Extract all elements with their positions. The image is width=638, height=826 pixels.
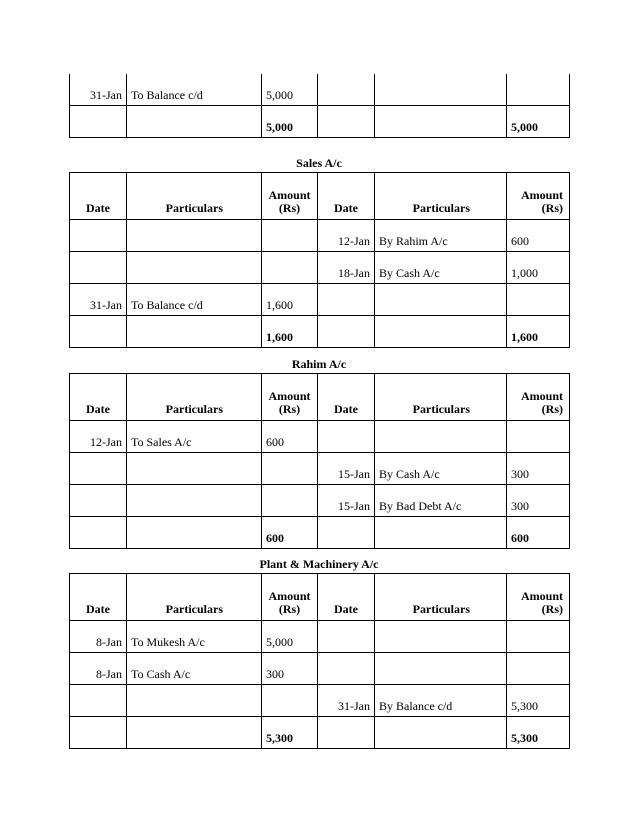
amount-cell: [262, 453, 318, 485]
date-cell: [318, 74, 375, 106]
date-cell: [318, 284, 375, 316]
particulars-cell: [127, 220, 262, 252]
date-cell: 8-Jan: [70, 653, 127, 685]
empty-cell: [375, 517, 507, 549]
empty-cell: [375, 316, 507, 348]
table-row: [70, 453, 570, 485]
header-row: [70, 173, 570, 220]
header-row: [70, 574, 570, 621]
amount-cell: 300: [507, 485, 570, 517]
amount-cell: [262, 485, 318, 517]
total-right: 5,000: [507, 106, 570, 138]
account-title: Sales A/c: [296, 156, 342, 170]
empty-cell: [70, 717, 127, 749]
particulars-cell: [375, 284, 507, 316]
total-right: 1,600: [507, 316, 570, 348]
amount-cell: 600: [262, 421, 318, 453]
amount-cell: [507, 284, 570, 316]
particulars-cell: [127, 485, 262, 517]
empty-cell: [318, 316, 375, 348]
empty-cell: [127, 717, 262, 749]
amount-cell: [507, 653, 570, 685]
particulars-header: Particulars: [127, 374, 262, 421]
empty-cell: [127, 517, 262, 549]
amount-header: Amount (Rs): [262, 173, 318, 220]
table-row: [70, 653, 570, 685]
empty-cell: [375, 717, 507, 749]
particulars-cell: By Balance c/d: [375, 685, 507, 717]
particulars-header: Particulars: [375, 574, 507, 621]
amount-cell: 5,000: [262, 621, 318, 653]
date-cell: 15-Jan: [318, 485, 375, 517]
particulars-cell: [375, 74, 507, 106]
rahim-ledger-table: [69, 373, 570, 549]
total-left: 600: [262, 517, 318, 549]
particulars-cell: To Sales A/c: [127, 421, 262, 453]
date-cell: [318, 653, 375, 685]
particulars-cell: [375, 421, 507, 453]
particulars-cell: To Balance c/d: [127, 284, 262, 316]
particulars-cell: To Cash A/c: [127, 653, 262, 685]
amount-header: Amount (Rs): [262, 374, 318, 421]
particulars-cell: By Cash A/c: [375, 252, 507, 284]
date-cell: 15-Jan: [318, 453, 375, 485]
total-right: 5,300: [507, 717, 570, 749]
particulars-cell: To Mukesh A/c: [127, 621, 262, 653]
plant-machinery-ledger-table: [69, 573, 570, 749]
header-row: [70, 374, 570, 421]
date-cell: 31-Jan: [70, 74, 127, 106]
total-row: [70, 517, 570, 549]
empty-cell: [70, 106, 127, 138]
date-cell: 8-Jan: [70, 621, 127, 653]
total-left: 5,300: [262, 717, 318, 749]
date-cell: 31-Jan: [70, 284, 127, 316]
date-cell: [70, 685, 127, 717]
total-row: [70, 316, 570, 348]
amount-cell: [507, 74, 570, 106]
amount-cell: 600: [507, 220, 570, 252]
particulars-cell: [375, 653, 507, 685]
account-title: Rahim A/c: [291, 357, 347, 371]
sales-ledger-table: [69, 172, 570, 348]
empty-cell: [318, 517, 375, 549]
total-left: 5,000: [262, 106, 318, 138]
account-title: Plant & Machinery A/c: [259, 557, 379, 571]
amount-cell: 5,000: [262, 74, 318, 106]
date-cell: [70, 252, 127, 284]
amount-cell: [507, 421, 570, 453]
particulars-header: Particulars: [127, 574, 262, 621]
date-cell: 12-Jan: [70, 421, 127, 453]
table-row: [70, 284, 570, 316]
date-cell: [70, 485, 127, 517]
amount-cell: [262, 220, 318, 252]
date-header: Date: [318, 173, 375, 220]
particulars-cell: By Rahim A/c: [375, 220, 507, 252]
date-cell: [318, 621, 375, 653]
amount-header: Amount (Rs): [507, 374, 570, 421]
continued-ledger-table: [69, 74, 570, 138]
amount-cell: [262, 685, 318, 717]
date-cell: 31-Jan: [318, 685, 375, 717]
table-row: [70, 685, 570, 717]
empty-cell: [127, 316, 262, 348]
amount-cell: 1,600: [262, 284, 318, 316]
date-cell: [318, 421, 375, 453]
date-cell: [70, 453, 127, 485]
amount-cell: 1,000: [507, 252, 570, 284]
amount-cell: 5,300: [507, 685, 570, 717]
empty-cell: [318, 106, 375, 138]
empty-cell: [70, 316, 127, 348]
particulars-cell: To Balance c/d: [127, 74, 262, 106]
date-header: Date: [318, 574, 375, 621]
particulars-header: Particulars: [375, 374, 507, 421]
date-header: Date: [318, 374, 375, 421]
total-right: 600: [507, 517, 570, 549]
table-row: [70, 220, 570, 252]
particulars-cell: By Cash A/c: [375, 453, 507, 485]
amount-header: Amount (Rs): [507, 574, 570, 621]
amount-header: Amount (Rs): [507, 173, 570, 220]
date-header: Date: [70, 173, 127, 220]
amount-cell: [507, 621, 570, 653]
total-left: 1,600: [262, 316, 318, 348]
particulars-header: Particulars: [375, 173, 507, 220]
total-row: [70, 717, 570, 749]
date-cell: [70, 220, 127, 252]
empty-cell: [375, 106, 507, 138]
table-row: [70, 485, 570, 517]
table-row: [70, 74, 570, 106]
particulars-cell: By Bad Debt A/c: [375, 485, 507, 517]
particulars-cell: [127, 453, 262, 485]
particulars-cell: [127, 252, 262, 284]
particulars-header: Particulars: [127, 173, 262, 220]
empty-cell: [127, 106, 262, 138]
date-cell: 12-Jan: [318, 220, 375, 252]
total-row: [70, 106, 570, 138]
particulars-cell: [127, 685, 262, 717]
empty-cell: [318, 717, 375, 749]
particulars-cell: [375, 621, 507, 653]
amount-cell: 300: [262, 653, 318, 685]
amount-cell: 300: [507, 453, 570, 485]
empty-cell: [70, 517, 127, 549]
date-header: Date: [70, 574, 127, 621]
date-header: Date: [70, 374, 127, 421]
table-row: [70, 621, 570, 653]
amount-header: Amount (Rs): [262, 574, 318, 621]
date-cell: 18-Jan: [318, 252, 375, 284]
table-row: [70, 252, 570, 284]
amount-cell: [262, 252, 318, 284]
table-row: [70, 421, 570, 453]
